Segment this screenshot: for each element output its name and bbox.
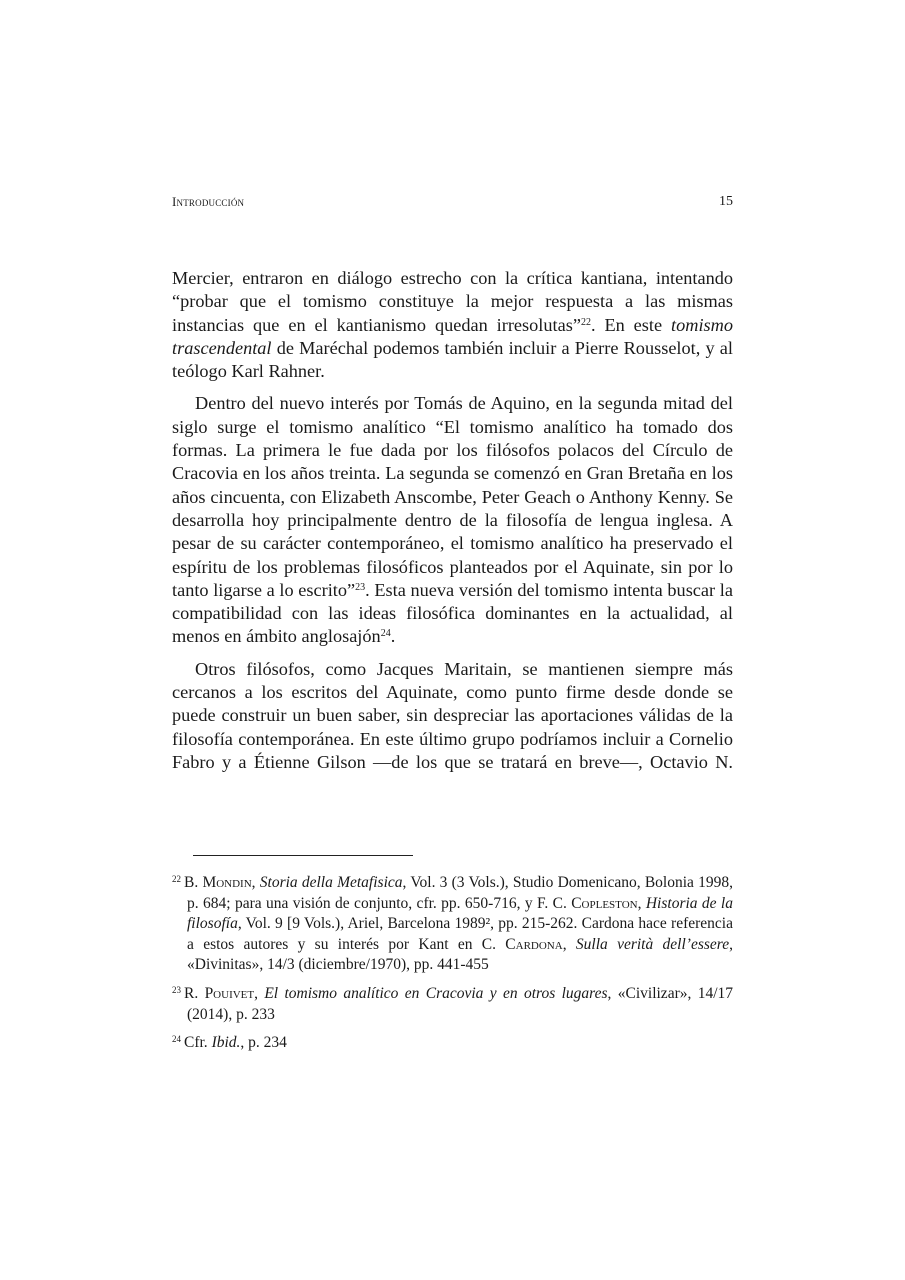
footnote-ref[interactable]: 24 [380,628,391,640]
text-run: , «Civilizar», 14/17 (2014), p. 233 [187,984,734,1023]
text-run: R. [184,984,205,1002]
footnote-ref[interactable]: 22 [580,316,591,328]
footnote-number: 22 [172,874,181,884]
paragraph [172,267,733,383]
footnote-number: 23 [172,984,181,995]
main-text [172,267,733,783]
text-run: , p. 234 [240,1034,287,1052]
book-title: Historia de la filosofía [187,894,733,933]
text-run: , Vol. 9 [9 Vols.), Ariel, Barcelona 1989², pp. 215-262. Cardona hace referencia a estos autores y su interés por Kant en C. [187,915,733,953]
author-name: Copleston [571,894,638,912]
text-run: Otros filósofos, como Jacques Maritain, se mantienen siempre más cercanos a los escritos del Aquinate, como punto firme desde donde se puede construir un buen saber, sin despreciar las aportaciones válidas de la filosofía contemporánea. En este último grupo podríamos incluir a Cornelio Fabro y a Étienne Gilson —de los que se tratará en breve—, Octavio N. [172,658,733,772]
text-run: Dentro del nuevo interés por Tomás de Aquino, en la segunda mitad del siglo surge el tomismo analítico “El tomismo analítico ha tomado dos formas. La primera le fue dada por los filósofos polacos del Círculo de Cracovia en los años treinta. La segunda se comenzó en Gran Bretaña en los años cincuenta, con Elizabeth Anscombe, Peter Geach o Anthony Kenny. Se desarrolla hoy principalmente dentro de la filosofía de lengua inglesa. A pesar de su carácter contemporáneo, el tomismo analítico ha preservado el espíritu de los problemas filosóficos planteados por el Aquinate, sin por lo tanto ligarse a lo escrito” [172,393,733,600]
book-title: Storia della Metafisica [259,874,403,891]
footnote-number: 24 [172,1034,181,1045]
running-title: Introducción [172,194,245,209]
paragraph [172,392,733,648]
text-run: de Maréchal podemos también incluir a Pierre Rousselot, y al teólogo Karl Rahner. [172,337,733,382]
author-name: Cardona [505,935,563,953]
footnote-divider [193,855,413,856]
book-title: Sulla verità dell’essere [575,935,730,953]
text-run: Mercier, entraron en diálogo estrecho con la crítica kantiana, intentando “probar que el tomismo constituye la mejor respuesta a las mismas instancias que en el kantianismo quedan irresolutas” [172,268,733,335]
text-run: , «Divinitas», 14/3 (diciembre/1970), pp. 441-455 [187,935,733,974]
text-run: , Vol. 3 (3 Vols.), Studio Domenicano, Bolonia 1998, p. 684; para una visión de conjunto, cfr. pp. 650-716, y F. C. [187,874,734,912]
author-name: Mondin [202,874,252,891]
text-run: . En este [590,314,672,335]
book-title: Ibid. [211,1034,241,1052]
page-number: 15 [719,194,733,209]
author-name: Pouivet [204,984,255,1002]
paragraph [172,658,733,774]
text-run: . [390,626,396,647]
footnote-22 [172,873,733,976]
text-run: B. [184,874,203,891]
text-run: , [637,894,646,912]
footnotes [172,873,733,1062]
text-run: Cfr. [184,1034,212,1052]
book-title: El tomismo analítico en Cracovia y en otros lugares [264,984,608,1002]
text-run: , [254,984,265,1002]
footnote-23 [172,984,733,1025]
running-header [172,194,733,210]
text-run: . Esta nueva versión del tomismo intenta buscar la compatibilidad con las ideas filosófica dominantes en la actualidad, al menos en ámbito anglosajón [172,579,733,647]
text-run: , [251,874,260,891]
footnote-ref[interactable]: 23 [355,581,366,593]
footnote-24 [172,1033,733,1054]
text-run: , [562,935,576,953]
italic-term: tomismo trascendental [172,314,733,358]
